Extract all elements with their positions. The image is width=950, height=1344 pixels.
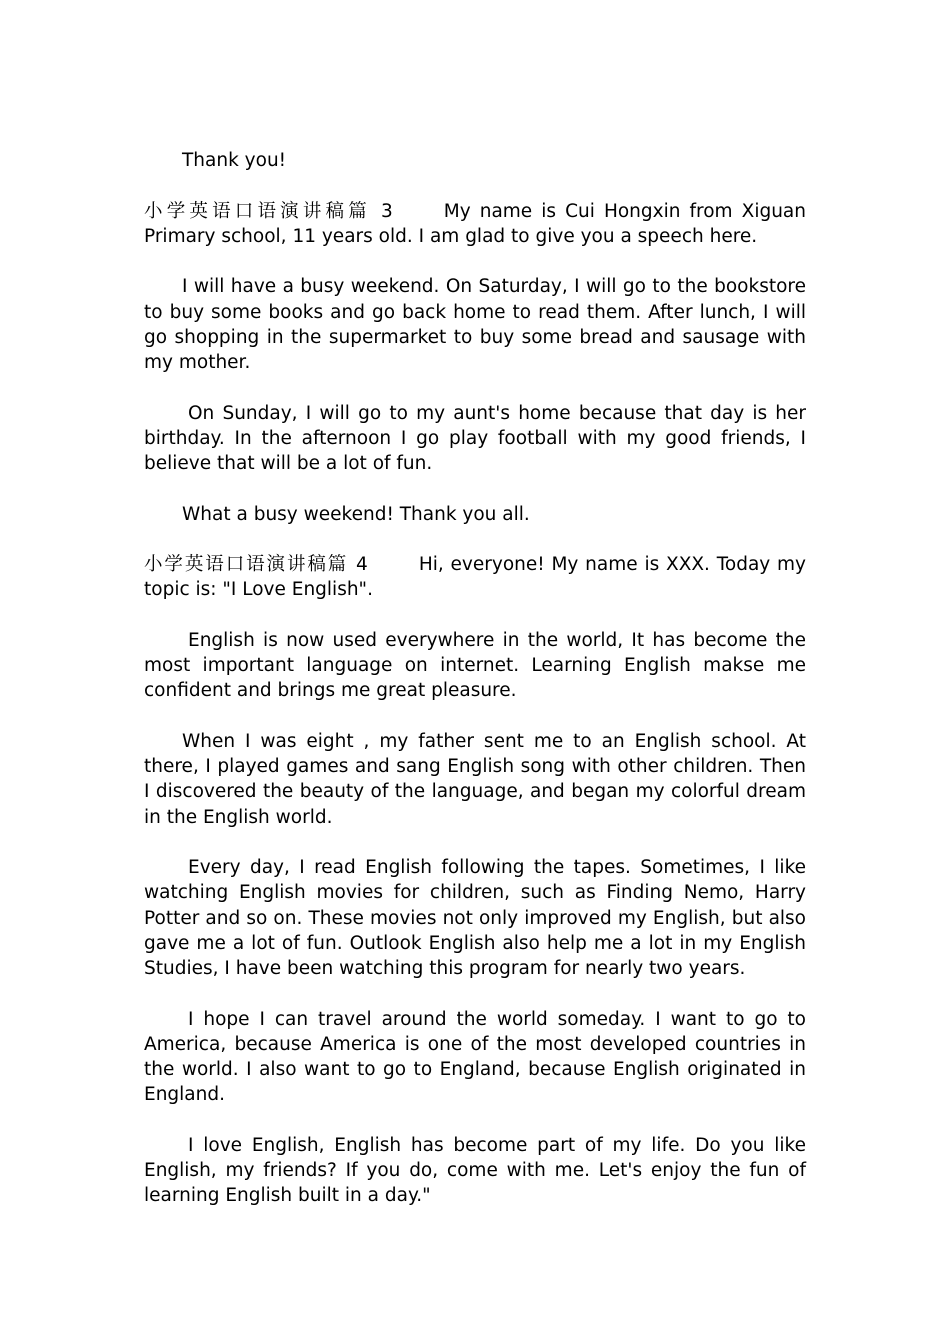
- paragraph: [144, 274, 806, 375]
- paragraph: [144, 401, 806, 477]
- paragraph: [144, 628, 806, 704]
- paragraph: [144, 1133, 806, 1209]
- paragraph-text: On Sunday, I will go to my aunt's home because that day is her birthday. In the afternoon I go play football with my good friends, I believe that will be a lot of fun.: [144, 402, 806, 474]
- paragraph-text: I love English, English has become part of my life. Do you like English, my friends? If you do, come with me. Let's enjoy the fun of learning English built in a day.": [144, 1134, 806, 1207]
- section-heading: 小学英语口语演讲稿篇 4: [144, 554, 369, 576]
- paragraph-text: My name is Cui Hongxin from Xiguan Primary school, 11 years old. I am glad to give you a speech here.: [144, 200, 806, 247]
- paragraph-closing: [144, 148, 806, 173]
- document-body: [144, 148, 806, 1234]
- paragraph-text: English is now used everywhere in the world, It has become the most important language on internet. Learning English makse me confident and brings me great pleasure.: [144, 629, 806, 702]
- paragraph-section-3-intro: [144, 199, 806, 249]
- paragraph-text: I will have a busy weekend. On Saturday, I will go to the bookstore to buy some books and go back home to read them. After lunch, I will go shopping in the supermarket to buy some bread and sausage with my mother.: [144, 276, 806, 373]
- paragraph-text: I hope I can travel around the world someday. I want to go to America, because America is one of the most developed countries in the world. I also want to go to England, because English originated in England.: [144, 1008, 806, 1106]
- section-heading: 小学英语口语演讲稿篇 3: [144, 200, 394, 222]
- paragraph-text: When I was eight , my father sent me to an English school. At there, I played games and sang English song with other children. Then I discovered the beauty of the language, and began my colorful dream in the English world.: [144, 730, 806, 828]
- paragraph: [144, 855, 806, 981]
- paragraph: [144, 1007, 806, 1108]
- paragraph-section-4-intro: [144, 552, 806, 602]
- paragraph-text: Thank you!: [182, 150, 287, 171]
- paragraph-text: Every day, I read English following the tapes. Sometimes, I like watching English movies for children, such as Finding Nemo, Harry Potter and so on. These movies not only improved my English, but also gave me a lot of fun. Outlook English also help me a lot in my English Studies, I have been watching this program for nearly two years.: [144, 857, 806, 979]
- paragraph-text: What a busy weekend! Thank you all.: [182, 503, 530, 525]
- paragraph-text: Hi, everyone! My name is XXX. Today my topic is: "I Love English".: [144, 554, 807, 601]
- paragraph: [144, 729, 806, 830]
- paragraph: [144, 502, 806, 527]
